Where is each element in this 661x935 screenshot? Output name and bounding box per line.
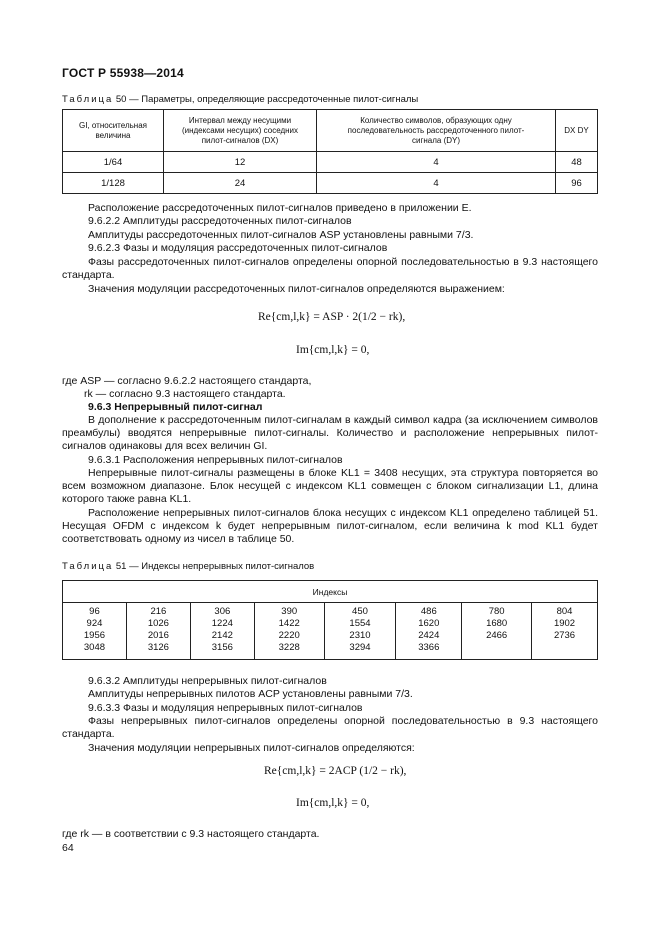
table51-column — [63, 603, 127, 660]
table-cell: 48 — [556, 152, 598, 173]
paragraph: Непрерывные пилот-сигналы размещены в блоке KL1 = 3408 несущих, эта структура повторяется во всем возможном диапазоне. Блок несущей с индексом KL1 совмещен с блоком сигнализации L1, длина которого также равна KL1. — [62, 467, 598, 505]
table-cell: 2424 — [418, 630, 440, 641]
subsection-heading: 9.6.3.3 Фазы и модуляция непрерывных пилот-сигналов — [88, 702, 363, 714]
table-cell: 780 — [488, 606, 505, 617]
table50-caption-prefix: Таблица — [62, 94, 114, 105]
where-clause: rk — согласно 9.3 настоящего стандарта. — [84, 388, 286, 400]
table-cell: 2220 — [278, 630, 300, 641]
page-header: ГОСТ Р 55938—2014 — [62, 66, 184, 80]
table51-column — [532, 603, 598, 660]
table50-header: Интервал между несущими (индексами несущих) соседних пилот-сигналов (DX) — [164, 110, 317, 152]
where-clause: где rk — в соответствии с 9.3 настоящего стандарта. — [62, 828, 320, 840]
paragraph: Расположение непрерывных пилот-сигналов блока несущих с индексом KL1 определено таблицей 51. Несущая OFDM с индексом k будет непрерывным пилот-сигналом, если величина k mod KL1 будет соответствовать одному из чисел в таблице 50. — [62, 507, 598, 545]
table-cell: 486 — [420, 606, 437, 617]
paragraph: Расположение рассредоточенных пилот-сигналов приведено в приложении Е. — [88, 202, 472, 214]
table50-header: DX DY — [556, 110, 598, 152]
table-cell: 804 — [556, 606, 573, 617]
table-cell: 924 — [86, 618, 103, 629]
table-cell — [462, 642, 531, 654]
table-cell: 3156 — [211, 642, 233, 653]
subsection-heading: 9.6.3.1 Расположения непрерывных пилот-сигналов — [88, 454, 343, 466]
table-cell: 3228 — [278, 642, 300, 653]
page-number: 64 — [62, 842, 74, 854]
table51-column — [396, 603, 462, 660]
table-cell: 2142 — [211, 630, 233, 641]
table50-header: GI, относительная величина — [63, 110, 164, 152]
table51-column — [190, 603, 254, 660]
table50-caption-text: 50 — Параметры, определяющие рассредоточенные пилот-сигналы — [115, 94, 419, 105]
table51-column — [126, 603, 190, 660]
table-cell: 2016 — [147, 630, 169, 641]
table-cell: 390 — [281, 606, 298, 617]
table-cell: 2310 — [349, 630, 371, 641]
table-cell: 1026 — [147, 618, 169, 629]
paragraph: Амплитуды рассредоточенных пилот-сигналов ASP установлены равными 7/3. — [88, 229, 474, 241]
table-51 — [62, 580, 598, 660]
formula-re-continual: Re{cm,l,k} = 2ACP (1/2 − rk), — [264, 765, 407, 777]
table-cell: 1422 — [278, 618, 300, 629]
formula-im-continual: Im{cm,l,k} = 0, — [296, 797, 370, 809]
table-row — [63, 173, 598, 194]
table51-header: Индексы — [63, 581, 598, 603]
table-row — [63, 152, 598, 173]
table-cell: 306 — [214, 606, 231, 617]
table51-column — [462, 603, 532, 660]
table-cell: 1/64 — [63, 152, 164, 173]
table-cell: 96 — [556, 173, 598, 194]
table51-column — [254, 603, 324, 660]
table-cell: 1224 — [211, 618, 233, 629]
table-cell: 1902 — [553, 618, 576, 629]
table-cell: 1/128 — [63, 173, 164, 194]
table-cell: 96 — [89, 606, 100, 617]
subsection-heading: 9.6.3.2 Амплитуды непрерывных пилот-сигналов — [88, 675, 327, 687]
table-cell: 3294 — [349, 642, 371, 653]
table-cell: 24 — [164, 173, 317, 194]
table51-caption — [62, 561, 314, 572]
table-cell: 2736 — [553, 630, 576, 641]
table-cell: 450 — [352, 606, 368, 617]
table-cell: 4 — [317, 152, 556, 173]
table-cell: 1620 — [418, 618, 440, 629]
table-row — [63, 603, 598, 660]
table-cell: 1956 — [83, 630, 106, 641]
table-cell: 3048 — [83, 642, 106, 653]
paragraph: Амплитуды непрерывных пилотов ACP установлены равными 7/3. — [88, 688, 413, 700]
table-cell: 1554 — [349, 618, 371, 629]
formula-im-scattered: Im{cm,l,k} = 0, — [296, 344, 370, 356]
table-cell: 4 — [317, 173, 556, 194]
table-cell: 216 — [150, 606, 167, 617]
paragraph: Значения модуляции непрерывных пилот-сигналов определяются: — [88, 742, 415, 754]
where-clause: где ASP — согласно 9.6.2.2 настоящего стандарта, — [62, 375, 312, 387]
table-cell: 3126 — [147, 642, 169, 653]
paragraph: Фазы рассредоточенных пилот-сигналов определены опорной последовательностью в 9.3 настоящего стандарта. — [62, 256, 598, 281]
paragraph: Фазы непрерывных пилот-сигналов определены опорной последовательностью в 9.3 настоящего стандарта. — [62, 715, 598, 740]
paragraph: Значения модуляции рассредоточенных пилот-сигналов определяются выражением: — [88, 283, 505, 295]
table-cell: 1680 — [486, 618, 508, 629]
table-cell: 2466 — [486, 630, 508, 641]
formula-re-scattered: Re{cm,l,k} = ASP · 2(1/2 − rk), — [258, 311, 406, 323]
table51-column — [324, 603, 396, 660]
table50-header: Количество символов, образующих одну последовательность рассредоточенного пилот-сигнала (DY) — [317, 110, 556, 152]
subsection-heading: 9.6.2.3 Фазы и модуляция рассредоточенных пилот-сигналов — [88, 242, 388, 254]
table-cell: 12 — [164, 152, 317, 173]
paragraph: В дополнение к рассредоточенным пилот-сигналам в каждый символ кадра (за исключением символов преамбулы) вводятся непрерывные пилот-сигналы. Количество и расположение непрерывных пилот-сигналов одинаковы для всех величин GI. — [62, 414, 598, 452]
table51-caption-text: 51 — Индексы непрерывных пилот-сигналов — [115, 561, 315, 572]
table51-caption-prefix: Таблица — [62, 561, 114, 572]
section-heading: 9.6.3 Непрерывный пилот-сигнал — [88, 401, 263, 413]
table50-caption — [62, 94, 418, 105]
table-cell — [532, 642, 597, 654]
table-50 — [62, 109, 598, 194]
subsection-heading: 9.6.2.2 Амплитуды рассредоточенных пилот-сигналов — [88, 215, 352, 227]
table-cell: 3366 — [418, 642, 440, 653]
